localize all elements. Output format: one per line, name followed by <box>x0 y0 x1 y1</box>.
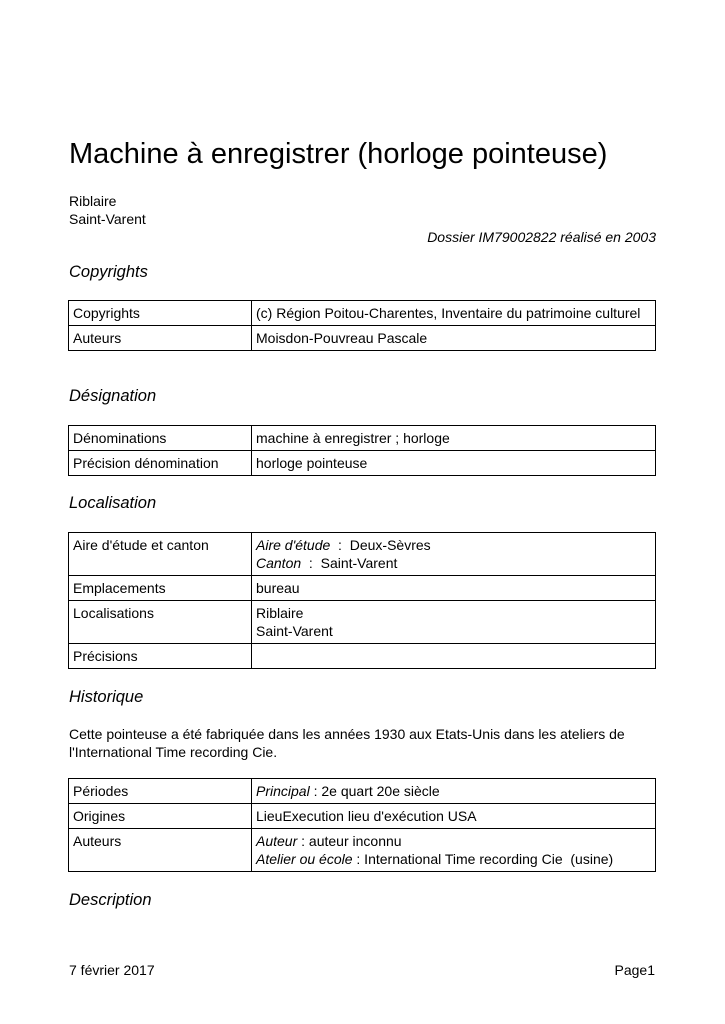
address-block <box>69 192 146 228</box>
address-line-1: Riblaire <box>69 193 117 209</box>
field-label: Copyrights <box>69 301 252 326</box>
field-label: Origines <box>69 804 252 829</box>
section-heading-designation: Désignation <box>69 387 157 405</box>
period-label: Principal <box>256 783 310 799</box>
field-value: (c) Région Poitou-Charentes, Inventaire du patrimoine culturel <box>252 301 656 326</box>
table-row <box>69 451 656 476</box>
historique-paragraph: Cette pointeuse a été fabriquée dans les années 1930 aux Etats-Unis dans les ateliers de l'International Time recording Cie. <box>69 726 625 760</box>
location-line-1: Riblaire <box>256 605 304 621</box>
author-line <box>256 832 651 850</box>
workshop-value: : International Time recording Cie (usine) <box>352 851 614 867</box>
table-row <box>69 301 656 326</box>
field-value: machine à enregistrer ; horloge <box>252 426 656 451</box>
section-heading-historique: Historique <box>69 688 144 706</box>
canton-label: Canton <box>256 555 302 571</box>
field-value <box>252 779 656 804</box>
field-value: bureau <box>252 576 656 601</box>
table-row <box>69 644 656 669</box>
footer-page-number: Page1 <box>614 962 655 978</box>
section-heading-description: Description <box>69 891 152 909</box>
study-area-value: Deux-Sèvres <box>349 537 431 553</box>
author-value: : auteur inconnu <box>297 833 402 849</box>
table-row <box>69 779 656 804</box>
table-row <box>69 829 656 872</box>
workshop-label: Atelier ou école <box>256 851 353 867</box>
author-label: Auteur <box>256 833 298 849</box>
field-value <box>252 533 656 576</box>
field-value: LieuExecution lieu d'exécution USA <box>252 804 656 829</box>
field-value <box>252 644 656 669</box>
field-value: Moisdon-Pouvreau Pascale <box>252 326 656 351</box>
field-label: Précision dénomination <box>69 451 252 476</box>
period-value: : 2e quart 20e siècle <box>309 783 440 799</box>
field-value <box>252 829 656 872</box>
canton-value: Saint-Varent <box>320 555 398 571</box>
study-area-label: Aire d'étude <box>256 537 331 553</box>
field-label: Auteurs <box>69 326 252 351</box>
table-row <box>69 804 656 829</box>
dossier-reference: Dossier IM79002822 réalisé en 2003 <box>427 229 656 245</box>
designation-table <box>68 425 656 476</box>
address-line-2: Saint-Varent <box>69 211 146 227</box>
study-area-line: Aire d'étude : Deux-Sèvres <box>256 537 431 553</box>
field-label: Périodes <box>69 779 252 804</box>
field-label: Précisions <box>69 644 252 669</box>
field-label: Emplacements <box>69 576 252 601</box>
canton-line: Canton : Saint-Varent <box>256 555 398 571</box>
table-row <box>69 326 656 351</box>
footer-date: 7 février 2017 <box>69 962 155 978</box>
section-heading-localisation: Localisation <box>69 494 157 512</box>
copyrights-table <box>68 300 656 351</box>
table-row <box>69 533 656 576</box>
page-title: Machine à enregistrer (horloge pointeuse) <box>69 138 608 170</box>
field-value: horloge pointeuse <box>252 451 656 476</box>
table-row <box>69 601 656 644</box>
localisation-table <box>68 532 656 669</box>
table-row <box>69 576 656 601</box>
location-line-2: Saint-Varent <box>256 623 333 639</box>
field-label: Localisations <box>69 601 252 644</box>
field-label: Auteurs <box>69 829 252 872</box>
field-value <box>252 601 656 644</box>
field-label: Aire d'étude et canton <box>69 533 252 576</box>
workshop-line <box>256 850 651 868</box>
section-heading-copyrights: Copyrights <box>69 263 148 281</box>
field-label: Dénominations <box>69 426 252 451</box>
table-row <box>69 426 656 451</box>
historique-table <box>68 778 656 872</box>
